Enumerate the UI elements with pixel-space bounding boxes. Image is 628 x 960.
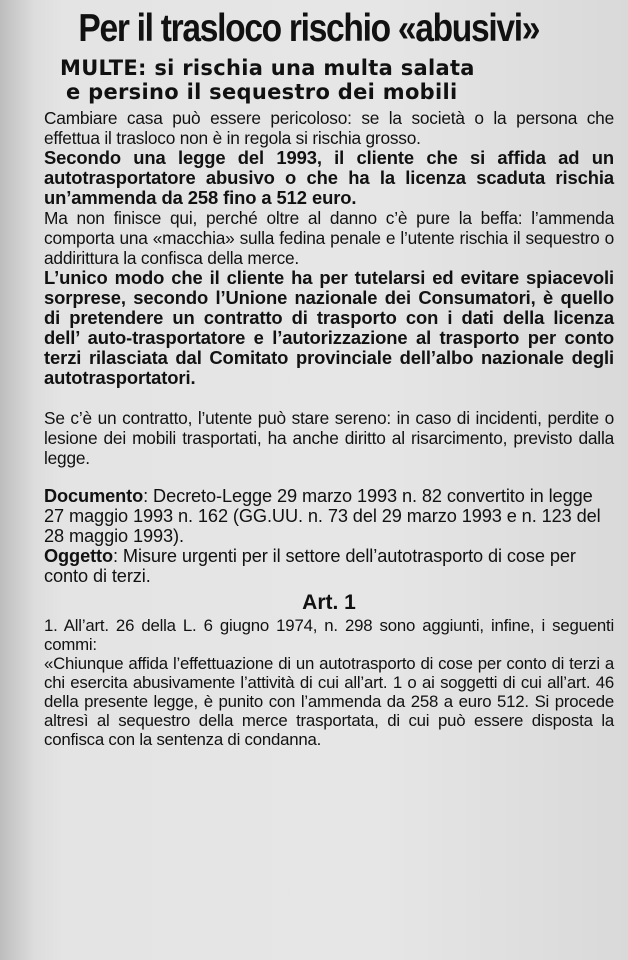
subheadline-line-2: e persino il sequestro dei mobili [66,80,458,104]
paragraph-advice: L’unico modo che il cliente ha per tutelarsi ed evitare spiacevoli sorprese, secondo l’Unione nazionale dei Consumatori, è quello di pretendere un contratto di trasporto con i dati della licenza dell’ auto-trasportatore e l’autorizzazione al trasporto per conto terzi rilasciata dal Comitato provinciale dell’albo nazionale degli autotrasportatori. [44,267,614,388]
article-paragraph-1: 1. All’art. 26 della L. 6 giugno 1974, n. 298 sono aggiunti, infine, i seguenti commi: [44,616,614,654]
article-paragraph-2: «Chiunque affida l’effettuazione di un autotrasporto di cose per conto di terzi a chi esercita abusivamente l’attività di cui all’art. 1 o ai soggetti di cui all’art. 46 della presente legge, è punito con l’ammenda da 258 a euro 512. Si procede altresì al sequestro della merce trasportata, di cui può essere disposta la confisca con la sentenza di condanna. [44,654,614,749]
subheadline [44,56,614,104]
spacer [44,388,614,408]
headline: Per il trasloco rischio «abusivi» [78,7,540,50]
paragraph-contract: Se c’è un contratto, l’utente può stare sereno: in caso di incidenti, perdite o lesione dei mobili trasportati, ha anche diritto al risarcimento, previsto dalla legge. [44,408,614,468]
article-title: Art. 1 [302,591,356,614]
subheadline-line-1: MULTE: si rischia una multa salata [60,56,475,80]
spacer [44,468,614,486]
document-subject [44,546,614,586]
document-text: : Decreto-Legge 29 marzo 1993 n. 82 convertito in legge 27 maggio 1993 n. 162 (GG.UU. n. 73 del 29 marzo 1993 e n. 123 del 28 maggio 1993). [44,486,601,546]
subject-text: : Misure urgenti per il settore dell’autotrasporto di cose per conto di terzi. [44,546,576,586]
paragraph-intro: Cambiare casa può essere pericoloso: se la società o la persona che effettua il trasloco non è in regola si rischia grosso. [44,108,614,148]
paragraph-penalty: Ma non finisce qui, perché oltre al danno c’è pure la beffa: l’ammenda comporta una «macchia» sulla fedina penale e l’utente rischia il sequestro o addirittura la confisca della merce. [44,208,614,268]
document-reference [44,486,614,546]
document-label: Documento [44,486,144,506]
paragraph-law: Secondo una legge del 1993, il cliente che si affida ad un autotrasportatore abusivo o che ha la licenza scaduta rischia un’ammenda da 258 fino a 512 euro. [44,147,614,208]
subject-label: Oggetto [44,546,114,566]
scan-shadow [0,0,34,960]
